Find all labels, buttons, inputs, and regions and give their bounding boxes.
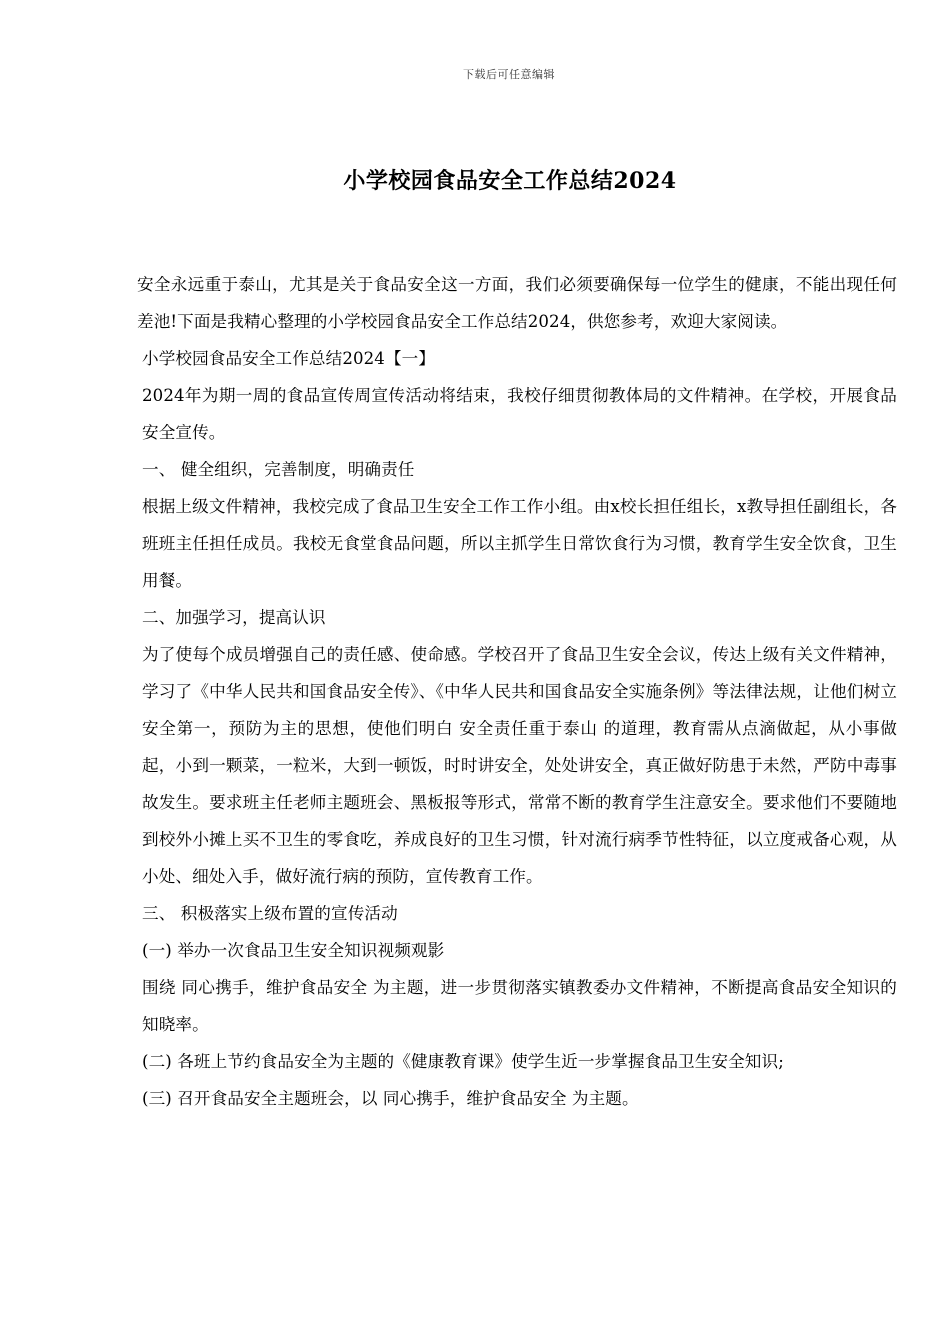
subsection-heading: 二、加强学习，提高认识 <box>142 608 326 627</box>
document-title: 小学校园食品安全工作总结2024 <box>343 168 677 194</box>
intro-paragraph: 安全永远重于泰山，尤其是关于食品安全这一方面，我们必须要确保每一位学生的健康，不能出现任何差池!下面是我精心整理的小学校园食品安全工作总结2024，供您参考，欢迎大家阅读。 <box>137 275 897 331</box>
list-item: (二) 各班上节约食品安全为主题的《健康教育课》使学生近一步掌握食品卫生安全知识; <box>142 1052 784 1071</box>
section-heading-one: 小学校园食品安全工作总结2024【一】 <box>142 349 436 368</box>
list-item: (一) 举办一次食品卫生安全知识视频观影 <box>142 941 445 960</box>
document-body <box>137 266 897 1117</box>
paragraph: 为了使每个成员增强自己的责任感、使命感。学校召开了食品卫生安全会议，传达上级有关文件精神，学习了《中华人民共和国食品安全传》、《中华人民共和国食品安全实施条例》等法律法规，让他们树立安全第一，预防为主的思想，使他们明白 安全责任重于泰山 的道理，教育需从点滴做起，从小事做起，小到一颗菜，一粒米，大到一顿饭，时时讲安全，处处讲安全，真正做好防患于未然，严防中毒事故发生。要求班主任老师主题班会、黑板报等形式，常常不断的教育学生注意安全。要求他们不要随地到校外小摊上买不卫生的零食吃，养成良好的卫生习惯，针对流行病季节性特征，以立度戒备心观，从小处、细处入手，做好流行病的预防，宣传教育工作。 <box>142 645 897 886</box>
subsection-heading: 三、 积极落实上级布置的宣传活动 <box>142 904 398 923</box>
paragraph: 围绕 同心携手，维护食品安全 为主题，进一步贯彻落实镇教委办文件精神，不断提高食品安全知识的知晓率。 <box>142 978 897 1034</box>
header-note: 下载后可任意编辑 <box>463 68 555 81</box>
list-item: (三) 召开食品安全主题班会，以 同心携手，维护食品安全 为主题。 <box>142 1089 639 1108</box>
paragraph: 根据上级文件精神，我校完成了食品卫生安全工作工作小组。由x校长担任组长，x教导担任副组长，各班班主任担任成员。我校无食堂食品问题，所以主抓学生日常饮食行为习惯，教育学生安全饮食，卫生用餐。 <box>142 497 897 590</box>
subsection-heading: 一、 健全组织，完善制度，明确责任 <box>142 460 415 479</box>
paragraph: 2024年为期一周的食品宣传周宣传活动将结束，我校仔细贯彻教体局的文件精神。在学校，开展食品安全宣传。 <box>142 386 897 442</box>
